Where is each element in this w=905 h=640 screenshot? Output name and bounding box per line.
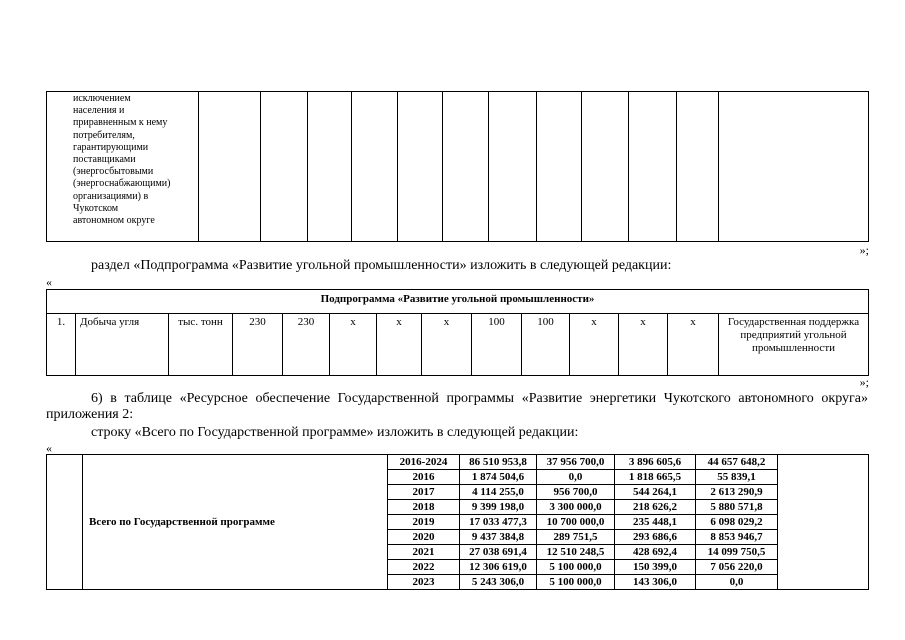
- value-cell: 10 700 000,0: [537, 515, 615, 530]
- table-cell: [677, 92, 719, 242]
- value-cell: 100: [472, 314, 522, 376]
- value-cell: 3 896 605,6: [615, 455, 696, 470]
- table-row: [47, 290, 869, 314]
- value-cell: 150 399,0: [615, 560, 696, 575]
- value-cell: 143 306,0: [615, 575, 696, 590]
- value-cell: х: [619, 314, 668, 376]
- coal-subprogram-table: [46, 289, 869, 376]
- table-cell: [443, 92, 489, 242]
- paragraph-row-replace: строку «Всего по Государственной программе» изложить в следующей редакции:: [91, 425, 579, 440]
- year-cell: 2017: [388, 485, 460, 500]
- value-cell: 230: [283, 314, 330, 376]
- value-cell: 1 874 504,6: [460, 470, 537, 485]
- table-cell: [582, 92, 629, 242]
- value-cell: 9 437 384,8: [460, 530, 537, 545]
- note-cell: Государственная поддержка предприятий угольной промышленности: [719, 314, 869, 376]
- table-cell: [629, 92, 677, 242]
- value-cell: 4 114 255,0: [460, 485, 537, 500]
- value-cell: 8 853 946,7: [696, 530, 778, 545]
- paragraph-section: раздел «Подпрограмма «Развитие угольной промышленности» изложить в следующей редакции:: [91, 258, 672, 273]
- value-cell: 0,0: [537, 470, 615, 485]
- value-cell: 1 818 665,5: [615, 470, 696, 485]
- value-cell: 6 098 029,2: [696, 515, 778, 530]
- row-number: 1.: [47, 314, 76, 376]
- table-cell: [398, 92, 443, 242]
- blank-cell: [47, 455, 83, 590]
- value-cell: 0,0: [696, 575, 778, 590]
- value-cell: 289 751,5: [537, 530, 615, 545]
- value-cell: 544 264,1: [615, 485, 696, 500]
- value-cell: х: [668, 314, 719, 376]
- value-cell: 27 038 691,4: [460, 545, 537, 560]
- unit-cell: тыс. тонн: [169, 314, 233, 376]
- value-cell: 14 099 750,5: [696, 545, 778, 560]
- value-cell: 9 399 198,0: [460, 500, 537, 515]
- value-cell: 956 700,0: [537, 485, 615, 500]
- measure-cell: исключением населения и приравненным к нему потребителям, гарантирующими поставщиками (энергосбытовыми (энергоснабжающими) организациями) в Чукотском автономном округе: [47, 92, 199, 242]
- value-cell: 230: [233, 314, 283, 376]
- year-cell: 2016: [388, 470, 460, 485]
- value-cell: 428 692,4: [615, 545, 696, 560]
- value-cell: 2 613 290,9: [696, 485, 778, 500]
- opening-quote: «: [46, 275, 52, 289]
- year-cell: 2018: [388, 500, 460, 515]
- value-cell: 7 056 220,0: [696, 560, 778, 575]
- year-cell: 2019: [388, 515, 460, 530]
- value-cell: 12 306 619,0: [460, 560, 537, 575]
- value-cell: 5 880 571,8: [696, 500, 778, 515]
- value-cell: 86 510 953,8: [460, 455, 537, 470]
- table-cell: [719, 92, 869, 242]
- table-cell: [308, 92, 352, 242]
- value-cell: 55 839,1: [696, 470, 778, 485]
- value-cell: 100: [522, 314, 570, 376]
- closing-quote: »;: [859, 243, 869, 257]
- table-row: [47, 314, 869, 376]
- value-cell: 5 243 306,0: [460, 575, 537, 590]
- value-cell: х: [377, 314, 422, 376]
- year-cell: 2016-2024: [388, 455, 460, 470]
- value-cell: 5 100 000,0: [537, 560, 615, 575]
- value-cell: 5 100 000,0: [537, 575, 615, 590]
- value-cell: х: [422, 314, 472, 376]
- value-cell: 3 300 000,0: [537, 500, 615, 515]
- year-cell: 2021: [388, 545, 460, 560]
- closing-quote: »;: [859, 375, 869, 389]
- year-cell: 2022: [388, 560, 460, 575]
- table-cell: [199, 92, 261, 242]
- table-cell: [261, 92, 308, 242]
- value-cell: х: [330, 314, 377, 376]
- opening-quote: «: [46, 441, 52, 455]
- table-cell: [537, 92, 582, 242]
- paragraph-item-6: 6) в таблице «Ресурсное обеспечение Государственной программы «Развитие энергетики Чукотского автономного округа» приложения 2:: [46, 391, 868, 422]
- value-cell: 12 510 248,5: [537, 545, 615, 560]
- value-cell: 17 033 477,3: [460, 515, 537, 530]
- year-cell: 2020: [388, 530, 460, 545]
- value-cell: х: [570, 314, 619, 376]
- blank-cell: [778, 455, 869, 590]
- continuation-table: [46, 91, 869, 242]
- totals-label: Всего по Государственной программе: [83, 455, 388, 590]
- indicator-name: Добыча угля: [76, 314, 169, 376]
- value-cell: 235 448,1: [615, 515, 696, 530]
- totals-table: [46, 454, 869, 590]
- table-cell: [352, 92, 398, 242]
- table-row: [47, 455, 869, 470]
- value-cell: 293 686,6: [615, 530, 696, 545]
- table-row: [47, 92, 869, 242]
- value-cell: 37 956 700,0: [537, 455, 615, 470]
- table-cell: [489, 92, 537, 242]
- value-cell: 218 626,2: [615, 500, 696, 515]
- value-cell: 44 657 648,2: [696, 455, 778, 470]
- year-cell: 2023: [388, 575, 460, 590]
- subprogram-header: Подпрограмма «Развитие угольной промышленности»: [47, 290, 869, 314]
